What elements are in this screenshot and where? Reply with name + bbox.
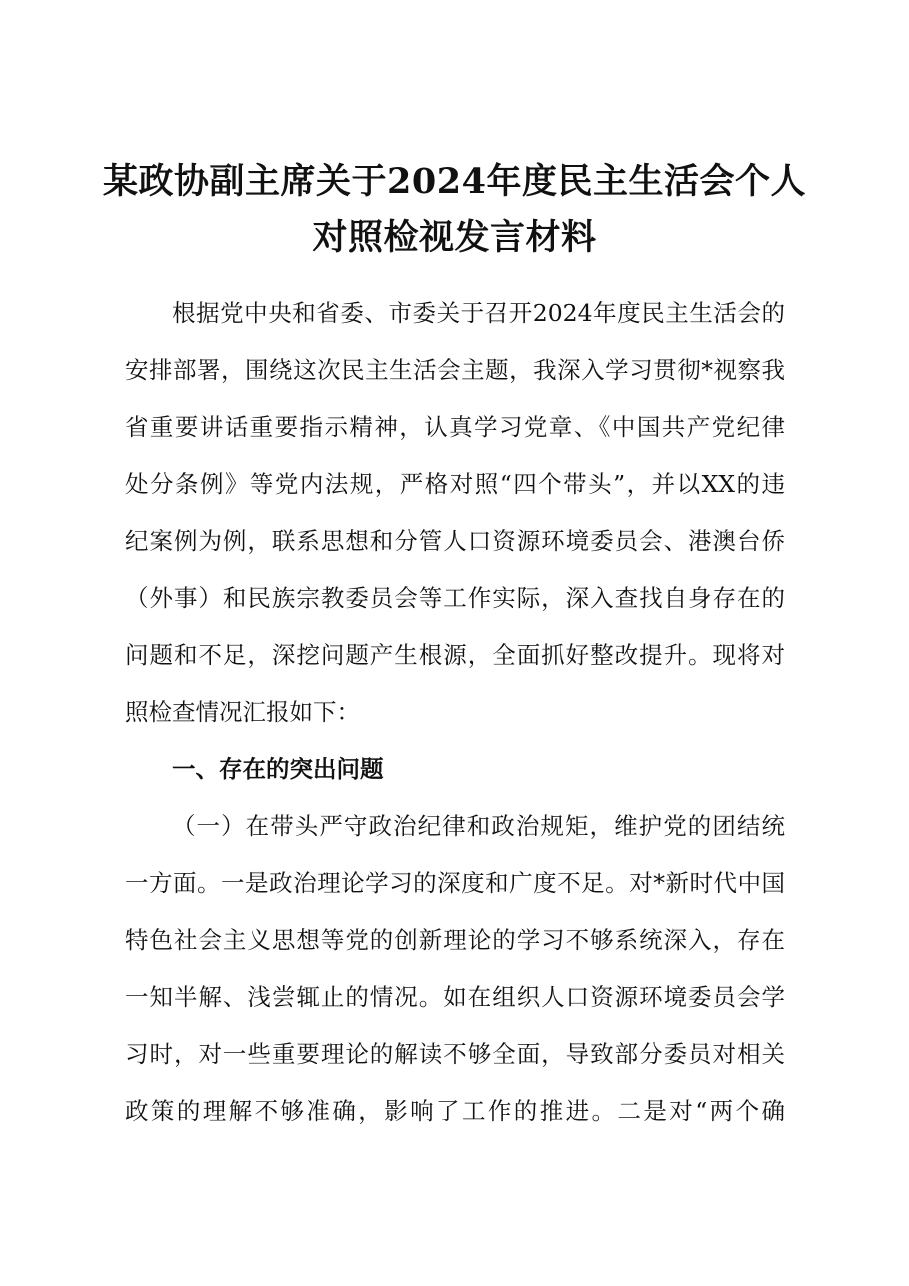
paragraph-1-line-5: 纪案例为例，联系思想和分管人口资源环境委员会、港澳台侨 xyxy=(125,527,785,555)
paragraph-1-line-4: 处分条例》等党内法规，严格对照“四个带头”，并以XX的违 xyxy=(125,470,785,498)
paragraph-2-line-2: 一方面。一是政治理论学习的深度和广度不足。对*新时代中国 xyxy=(125,869,785,897)
paragraph-2-line-4: 一知半解、浅尝辄止的情况。如在组织人口资源环境委员会学 xyxy=(125,983,785,1011)
paragraph-2-line-5: 习时，对一些重要理论的解读不够全面，导致部分委员对相关 xyxy=(125,1040,785,1068)
paragraph-1-line-7: 问题和不足，深挖问题产生根源，全面抓好整改提升。现将对 xyxy=(125,641,785,669)
document-title-line-2: 对照检视发言材料 xyxy=(312,217,597,258)
paragraph-1-line-1: 根据党中央和省委、市委关于召开2024年度民主生活会的 xyxy=(172,299,785,327)
paragraph-2-line-6: 政策的理解不够准确，影响了工作的推进。二是对“两个确 xyxy=(125,1097,785,1125)
document-title-line-1: 某政协副主席关于2024年度民主生活会个人 xyxy=(103,161,806,202)
paragraph-1-line-6: （外事）和民族宗教委员会等工作实际，深入查找自身存在的 xyxy=(125,584,785,612)
paragraph-1-line-8: 照检查情况汇报如下： xyxy=(125,698,360,726)
paragraph-2-line-3: 特色社会主义思想等党的创新理论的学习不够系统深入，存在 xyxy=(125,926,785,954)
section-1-heading: 一、存在的突出问题 xyxy=(172,755,384,783)
paragraph-1-line-3: 省重要讲话重要指示精神，认真学习党章、《中国共产党纪律 xyxy=(125,413,785,441)
paragraph-2-line-1: （一）在带头严守政治纪律和政治规矩，维护党的团结统 xyxy=(172,812,785,840)
paragraph-1-line-2: 安排部署，围绕这次民主生活会主题，我深入学习贯彻*视察我 xyxy=(125,356,785,384)
